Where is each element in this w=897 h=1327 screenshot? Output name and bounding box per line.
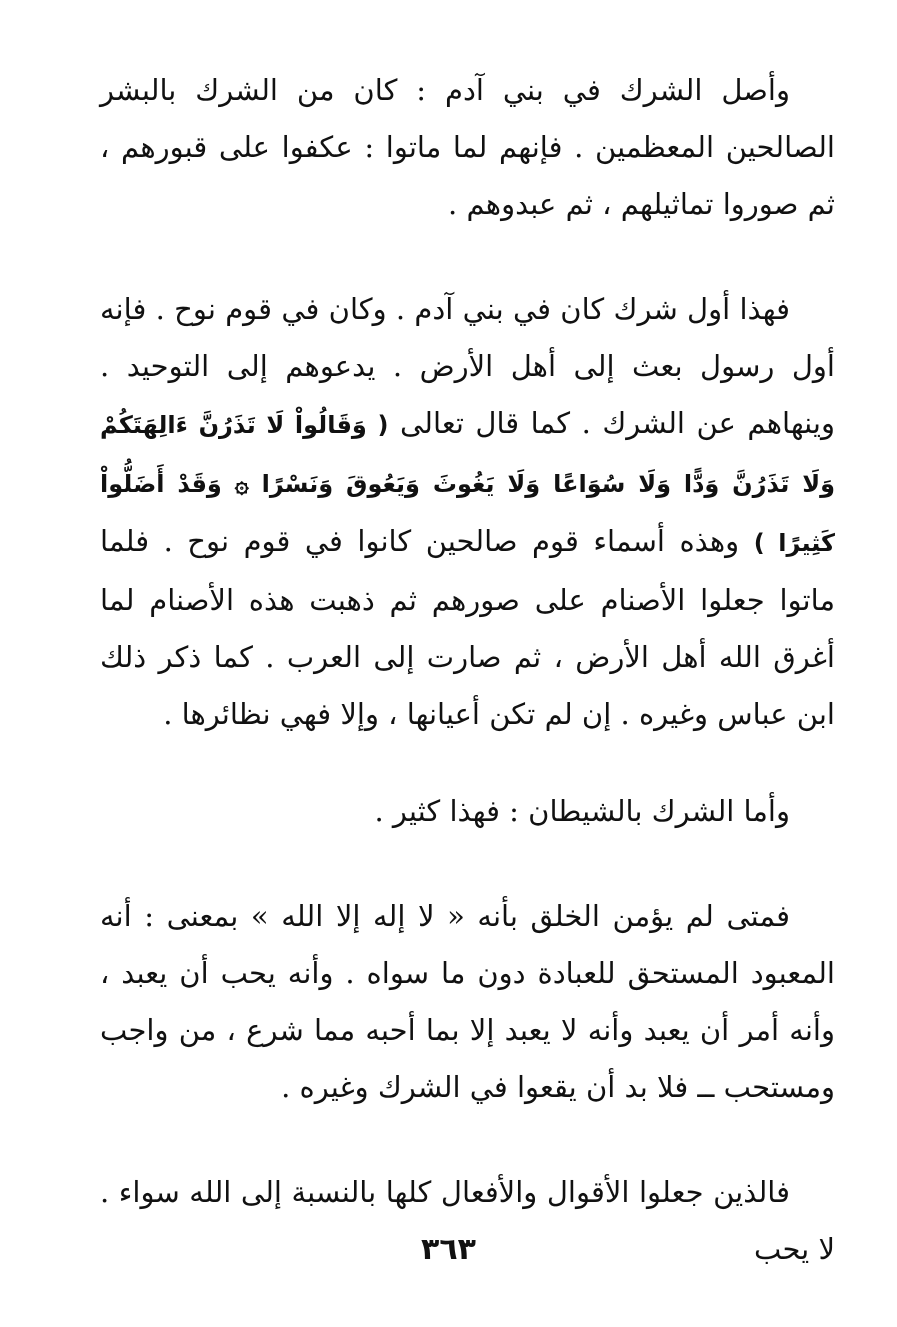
paragraph-continuation: فالذين جعلوا الأقوال والأفعال كلها بالنسبة إلى الله سواء . لا يحب [100,1175,835,1266]
paragraph-text: وهذه أسماء قوم صالحين كانوا في قوم نوح . فلما ماتوا جعلوا الأصنام على صورهم ثم ذهبت هذه الأصنام لما أغرق الله أهل الأرض ، ثم صارت إلى العرب . كما ذكر ذلك ابن عباس وغيره . إن لم تكن أعيانها ، وإلا فهي نظائرها . [100,524,835,731]
paragraph-spacer [100,1116,835,1164]
paragraph-la-ilaha-illallah: فمتى لم يؤمن الخلق بأنه « لا إله إلا الله » بمعنى : أنه المعبود المستحق للعبادة دون ما سواه . وأنه يحب أن يعبد ، وأنه أمر أن يعبد وأنه لا يعبد إلا بما أحبه مما شرع ، من واجب ومستحب ــ فلا بد أن يقعوا في الشرك وغيره . [100,899,835,1104]
paragraph-spacer [100,743,835,783]
paragraph-spacer [100,233,835,281]
paragraph-origin-of-shirk: وأصل الشرك في بني آدم : كان من الشرك بالبشر الصالحين المعظمين . فإنهم لما ماتوا : عكفوا على قبورهم ، ثم صوروا تماثيلهم ، ثم عبدوهم . [100,73,835,221]
page-number: ٣٦٣ [421,1232,476,1267]
paragraph-shirk-with-shaytan: وأما الشرك بالشيطان : فهذا كثير . [374,794,790,828]
quran-verse: ( وَقَالُواْ لَا تَذَرُنَّ ءَالِهَتَكُمْ وَلَا تَذَرُنَّ وَدًّا وَلَا سُوَاعًا وَلَا يَغُوثَ وَيَعُوقَ وَنَسْرًا ۞ وَقَدْ أَضَلُّواْ كَثِيرًا ) [100,411,836,557]
paragraph-people-of-nuh [100,281,835,743]
paragraph-spacer [100,840,835,888]
paragraph-text: فهذا أول شرك كان في بني آدم . وكان في قوم نوح . فإنه أول رسول بعث إلى أهل الأرض . يدعوهم إلى التوحيد . وينهاهم عن الشرك . كما قال تعالى [100,292,836,440]
